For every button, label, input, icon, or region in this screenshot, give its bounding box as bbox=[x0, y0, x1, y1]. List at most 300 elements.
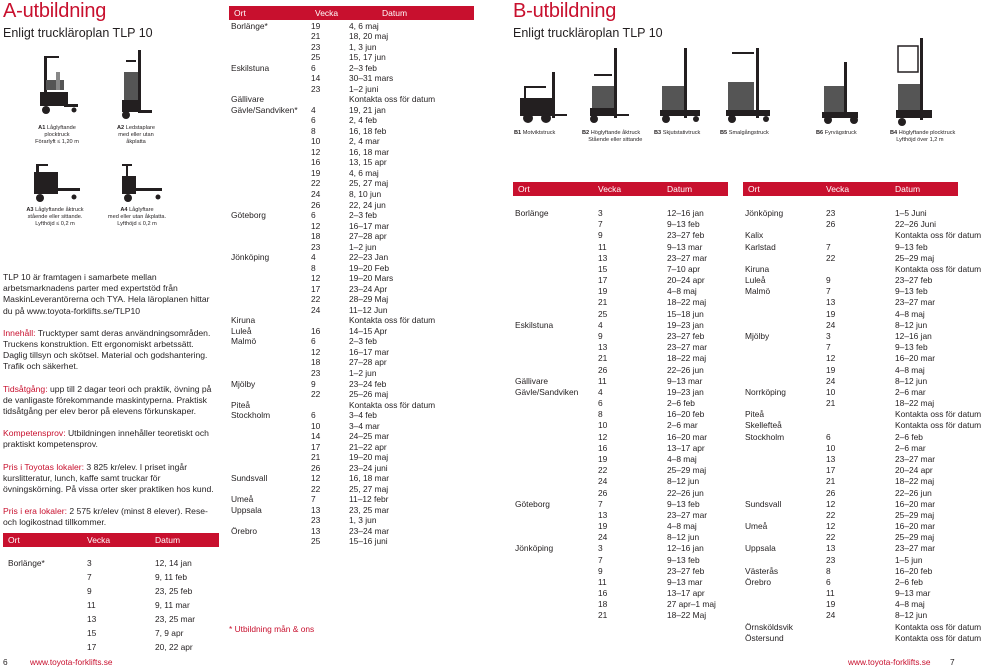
cell-vecka: 26 bbox=[311, 462, 321, 473]
cell-vecka: 19 bbox=[598, 521, 608, 532]
cell-datum: Kontakta oss för datum bbox=[895, 230, 981, 241]
cell-datum: Kontakta oss för datum bbox=[895, 632, 981, 643]
cell-vecka: 6 bbox=[311, 210, 316, 221]
cell-datum: 16–20 mar bbox=[895, 353, 936, 364]
truck-b3-illustration bbox=[656, 46, 702, 126]
cell-ort: Eskilstuna bbox=[231, 62, 270, 73]
cell-vecka: 22 bbox=[311, 178, 321, 189]
cell-vecka: 6 bbox=[311, 336, 316, 347]
cell-vecka: 12 bbox=[826, 353, 836, 364]
cell-vecka: 22 bbox=[826, 509, 836, 520]
cell-ort: Jönköping bbox=[231, 252, 270, 263]
cell-vecka: 21 bbox=[598, 610, 608, 621]
truck-a4-illustration bbox=[118, 160, 164, 204]
cell-vecka: 9 bbox=[598, 230, 603, 241]
cell-datum: 22–26 Juni bbox=[895, 219, 936, 230]
cell-vecka: 6 bbox=[826, 431, 831, 442]
cell-datum: 4, 6 maj bbox=[349, 20, 379, 31]
cell-datum: 1–2 jun bbox=[349, 367, 377, 378]
cell-vecka: 23 bbox=[826, 208, 836, 218]
cell-datum: Kontakta oss för datum bbox=[349, 399, 436, 410]
cell-vecka: 26 bbox=[826, 219, 836, 230]
cell-datum: 2–6 feb bbox=[667, 398, 695, 409]
exam-paragraph: Kompetensprov: Utbildningen innehåller teoretiskt och praktiskt kompetensprov. bbox=[3, 428, 209, 450]
cell-datum: 16, 18 mar bbox=[349, 473, 390, 484]
cell-ort: Örebro bbox=[231, 525, 258, 536]
cell-datum: 19–20 Feb bbox=[349, 262, 390, 273]
cell-datum: 23–24 juni bbox=[349, 462, 388, 473]
cell-vecka: 3 bbox=[826, 330, 831, 341]
cell-datum: 22–26 jun bbox=[667, 364, 704, 375]
cell-vecka: 12 bbox=[311, 220, 321, 231]
cell-datum: 22–26 jun bbox=[895, 487, 932, 498]
cell-ort: Kalix bbox=[745, 230, 764, 241]
cell-vecka: 25 bbox=[311, 52, 321, 63]
table-header-a-middle: Ort Vecka Datum bbox=[229, 6, 474, 20]
cell-vecka: 22 bbox=[311, 389, 321, 400]
cell-vecka: 4 bbox=[311, 252, 316, 263]
cell-vecka: 12 bbox=[311, 146, 321, 157]
cell-datum: 16, 18 mar bbox=[349, 146, 390, 157]
cell-datum: 25–29 maj bbox=[667, 465, 707, 476]
cell-vecka: 26 bbox=[826, 487, 836, 498]
cell-datum: 1–2 juni bbox=[349, 83, 379, 94]
cell-datum: 23–27 feb bbox=[895, 275, 933, 286]
truck-b2-label: B2 Höglyftande åktruck Stående eller sittande bbox=[582, 130, 643, 143]
cell-datum: 16–17 mar bbox=[349, 346, 390, 357]
cell-datum: 18–22 Maj bbox=[667, 610, 707, 621]
cell-datum: 25, 27 maj bbox=[349, 483, 389, 494]
cell-vecka: 18 bbox=[598, 599, 608, 610]
page-title-a: A-utbildning bbox=[3, 0, 107, 22]
cell-vecka: 8 bbox=[598, 409, 603, 420]
cell-vecka: 16 bbox=[598, 442, 608, 453]
cell-vecka: 23 bbox=[311, 41, 321, 52]
cell-vecka: 13 bbox=[311, 504, 321, 515]
cell-vecka: 15 bbox=[598, 263, 608, 274]
cell-vecka: 9 bbox=[826, 275, 831, 286]
cell-ort: Östersund bbox=[745, 632, 784, 643]
cell-datum: 9–13 mar bbox=[895, 588, 931, 599]
cell-vecka: 7 bbox=[311, 494, 316, 505]
truck-b1-illustration bbox=[516, 70, 568, 126]
truck-a3-label: A3 Låglyftande åktruck stående eller sittande. Lyfthöjd ≤ 0,2 m bbox=[26, 207, 84, 227]
cell-vecka: 21 bbox=[826, 476, 836, 487]
cell-vecka: 14 bbox=[311, 73, 321, 84]
truck-a4-label: A4 Låglyftare med eller utan åkplatta. Lyfthöjd ≤ 0,2 m bbox=[107, 207, 167, 227]
cell-vecka: 7 bbox=[87, 572, 92, 582]
cell-vecka: 17 bbox=[87, 642, 97, 652]
cell-vecka: 7 bbox=[826, 286, 831, 297]
cell-vecka: 16 bbox=[598, 588, 608, 599]
cell-datum: 12, 14 jan bbox=[155, 558, 192, 568]
cell-datum: 12–16 jan bbox=[667, 208, 704, 218]
cell-vecka: 23 bbox=[311, 515, 321, 526]
cell-ort: Piteå bbox=[231, 399, 251, 410]
cell-datum: 23–27 mar bbox=[667, 509, 708, 520]
cell-datum: 19–23 jan bbox=[667, 386, 704, 397]
cell-datum: 18, 20 maj bbox=[349, 31, 389, 42]
content-paragraph: Innehåll: Trucktyper samt deras användningsområden. Truckens konstruktion. Ett ergonomiskt arbetssätt. Daglig tillsyn och skötsel. Material och godshantering. Trafik och säkerhet. bbox=[3, 327, 211, 372]
cell-vecka: 16 bbox=[311, 325, 321, 336]
cell-datum: 11–12 febr bbox=[349, 494, 389, 505]
cell-datum: 16–17 mar bbox=[349, 220, 390, 231]
cell-vecka: 11 bbox=[598, 375, 607, 386]
cell-datum: 8–12 jun bbox=[895, 319, 928, 330]
cell-vecka: 3 bbox=[87, 558, 92, 568]
cell-datum: 4–8 maj bbox=[667, 453, 697, 464]
cell-ort: Västerås bbox=[745, 565, 779, 576]
cell-vecka: 18 bbox=[311, 231, 321, 242]
cell-vecka: 26 bbox=[598, 364, 608, 375]
price-customer-paragraph: Pris i era lokaler: 2 575 kr/elev (minst 8 elever). Rese- och logikostnad tillkommer. bbox=[3, 506, 208, 528]
cell-datum: 9–13 mar bbox=[667, 576, 703, 587]
cell-datum: 22–23 Jan bbox=[349, 252, 389, 263]
cell-vecka: 17 bbox=[826, 465, 836, 476]
cell-datum: 7, 9 apr bbox=[155, 628, 184, 638]
cell-datum: 25–29 maj bbox=[895, 532, 935, 543]
cell-ort: Mjölby bbox=[745, 330, 770, 341]
cell-vecka: 21 bbox=[598, 353, 608, 364]
cell-vecka: 22 bbox=[598, 465, 608, 476]
cell-datum: 19–20 maj bbox=[349, 452, 389, 463]
cell-datum: 23–24 mar bbox=[349, 525, 390, 536]
cell-ort: Skellefteå bbox=[745, 420, 782, 431]
cell-vecka: 13 bbox=[826, 453, 836, 464]
cell-ort: Kiruna bbox=[231, 315, 256, 326]
cell-datum: 2–6 mar bbox=[895, 442, 926, 453]
cell-ort: Gällivare bbox=[231, 94, 265, 105]
cell-vecka: 19 bbox=[826, 599, 836, 610]
cell-vecka: 11 bbox=[598, 241, 607, 252]
cell-vecka: 19 bbox=[311, 167, 321, 178]
cell-vecka: 12 bbox=[311, 273, 321, 284]
cell-vecka: 21 bbox=[826, 398, 836, 409]
cell-vecka: 3 bbox=[598, 543, 603, 554]
cell-vecka: 13 bbox=[598, 252, 608, 263]
cell-datum: Kontakta oss för datum bbox=[349, 315, 436, 326]
cell-vecka: 24 bbox=[311, 304, 321, 315]
cell-datum: 4–8 maj bbox=[667, 521, 697, 532]
cell-datum: 13, 15 apr bbox=[349, 157, 387, 168]
cell-ort: Göteborg bbox=[231, 210, 266, 221]
cell-vecka: 4 bbox=[311, 104, 316, 115]
truck-b4-label: B4 Höglyftande plocktruck Lyfthöjd över 1,2 m bbox=[890, 130, 956, 143]
cell-datum: 24–25 mar bbox=[349, 431, 390, 442]
table-header-b-left: Ort Vecka Datum bbox=[513, 182, 728, 196]
cell-vecka: 11 bbox=[598, 576, 607, 587]
cell-ort: Örnsköldsvik bbox=[745, 621, 793, 632]
cell-vecka: 21 bbox=[598, 297, 608, 308]
cell-vecka: 24 bbox=[598, 532, 608, 543]
duration-paragraph: Tidsåtgång: upp till 2 dagar teori och praktik, övning på de vanligaste förekommande maskintyperna. Praktisk tidsåtgång per elev beror på elevens förkunskaper. bbox=[3, 383, 212, 417]
cell-ort: Göteborg bbox=[515, 498, 550, 509]
truck-b1-label: B1 Motviktstruck bbox=[514, 130, 556, 136]
footer-url-left[interactable]: www.toyota-forklifts.se bbox=[30, 657, 113, 667]
cell-datum: 23–27 mar bbox=[895, 297, 936, 308]
cell-datum: 9, 11 feb bbox=[155, 572, 187, 582]
cell-ort: Eskilstuna bbox=[515, 319, 554, 330]
cell-datum: 9–13 feb bbox=[667, 219, 700, 230]
cell-ort: Sundsvall bbox=[231, 473, 268, 484]
truck-b5-illustration bbox=[722, 46, 772, 126]
cell-vecka: 6 bbox=[598, 398, 603, 409]
cell-ort: Uppsala bbox=[745, 543, 776, 554]
cell-vecka: 7 bbox=[826, 342, 831, 353]
cell-datum: 15–18 jun bbox=[667, 308, 704, 319]
cell-vecka: 10 bbox=[826, 442, 836, 453]
cell-datum: Kontakta oss för datum bbox=[895, 420, 981, 431]
cell-vecka: 14 bbox=[311, 431, 321, 442]
cell-vecka: 24 bbox=[826, 319, 836, 330]
table-header-b-right: Ort Vecka Datum bbox=[743, 182, 958, 196]
cell-datum: 4–8 maj bbox=[895, 599, 925, 610]
cell-datum: 23–27 feb bbox=[667, 565, 705, 576]
cell-ort: Mjölby bbox=[231, 378, 256, 389]
cell-datum: 16–20 mar bbox=[667, 431, 708, 442]
cell-vecka: 8 bbox=[311, 262, 316, 273]
price-toyota-paragraph: Pris i Toyotas lokaler: 3 825 kr/elev. I priset ingår kurslitteratur, lunch, kaffe samt truckar för övningskörning. På vissa orter sker praktiken hos kund. bbox=[3, 461, 214, 495]
truck-a2-label: A2 Ledstaplare med eller utan åkplatta bbox=[117, 125, 155, 145]
cell-datum: 3–4 feb bbox=[349, 410, 377, 421]
cell-ort: Borlänge bbox=[515, 208, 549, 218]
cell-datum: Kontakta oss för datum bbox=[895, 263, 981, 274]
cell-vecka: 19 bbox=[311, 20, 321, 31]
cell-vecka: 21 bbox=[311, 31, 321, 42]
cell-ort: Jönköping bbox=[745, 208, 784, 218]
cell-datum: 1–5 Juni bbox=[895, 208, 927, 218]
cell-datum: 12–16 jan bbox=[895, 330, 932, 341]
cell-datum: Kontakta oss för datum bbox=[895, 409, 981, 420]
cell-datum: 18–22 maj bbox=[895, 476, 935, 487]
cell-datum: 2–6 mar bbox=[895, 386, 926, 397]
cell-vecka: 12 bbox=[598, 431, 608, 442]
cell-vecka: 8 bbox=[826, 565, 831, 576]
cell-datum: 15, 17 jun bbox=[349, 52, 386, 63]
truck-b6-label: B6 Fyrvägstruck bbox=[816, 130, 857, 136]
cell-vecka: 23 bbox=[826, 554, 836, 565]
cell-ort: Borlänge* bbox=[231, 20, 268, 31]
cell-datum: 23–24 Apr bbox=[349, 283, 388, 294]
cell-vecka: 12 bbox=[311, 473, 321, 484]
cell-vecka: 4 bbox=[598, 319, 603, 330]
cell-datum: 2, 4 feb bbox=[349, 115, 377, 126]
cell-vecka: 25 bbox=[311, 536, 321, 547]
cell-datum: 7–10 apr bbox=[667, 263, 701, 274]
cell-datum: 20–24 apr bbox=[895, 465, 933, 476]
cell-datum: 9–13 feb bbox=[895, 241, 928, 252]
cell-vecka: 11 bbox=[826, 588, 835, 599]
subtitle-a: Enligt truckläroplan TLP 10 bbox=[3, 26, 153, 40]
cell-datum: 18–22 maj bbox=[667, 297, 707, 308]
cell-vecka: 24 bbox=[311, 188, 321, 199]
cell-vecka: 21 bbox=[311, 452, 321, 463]
cell-ort: Malmö bbox=[231, 336, 257, 347]
cell-datum: 28–29 Maj bbox=[349, 294, 389, 305]
cell-datum: 11–12 Jun bbox=[349, 304, 388, 315]
cell-datum: 16, 18 feb bbox=[349, 125, 387, 136]
cell-vecka: 22 bbox=[826, 252, 836, 263]
cell-datum: 4–8 maj bbox=[895, 364, 925, 375]
cell-datum: 9, 11 mar bbox=[155, 600, 190, 610]
cell-vecka: 15 bbox=[87, 628, 97, 638]
cell-vecka: 13 bbox=[598, 509, 608, 520]
cell-datum: 23–27 mar bbox=[895, 453, 936, 464]
cell-ort: Gävle/Sandviken bbox=[515, 386, 579, 397]
truck-b2-illustration bbox=[584, 46, 630, 126]
cell-vecka: 9 bbox=[598, 330, 603, 341]
cell-vecka: 23 bbox=[311, 367, 321, 378]
cell-ort: Luleå bbox=[231, 325, 252, 336]
cell-datum: 16–20 mar bbox=[895, 521, 936, 532]
cell-datum: 16–20 mar bbox=[895, 498, 936, 509]
intro-paragraph: TLP 10 är framtagen i samarbete mellan arbetsmarknadens parter med expertstöd från MaskinLeverantörerna och TYA. Hela läroplanen hittar du på www.toyota-forklifts.se/TLP10 bbox=[3, 272, 210, 316]
intro-text bbox=[3, 272, 219, 540]
cell-datum: 23–27 mar bbox=[895, 543, 936, 554]
cell-vecka: 13 bbox=[826, 543, 836, 554]
cell-datum: 9–13 feb bbox=[895, 342, 928, 353]
cell-vecka: 12 bbox=[311, 346, 321, 357]
cell-datum: 8–12 jun bbox=[667, 476, 700, 487]
cell-datum: 1, 3 jun bbox=[349, 515, 377, 526]
cell-vecka: 7 bbox=[598, 219, 603, 230]
cell-ort: Kiruna bbox=[745, 263, 770, 274]
cell-vecka: 19 bbox=[826, 308, 836, 319]
cell-datum: 16–20 feb bbox=[895, 565, 933, 576]
cell-datum: 19, 21 jan bbox=[349, 104, 386, 115]
cell-vecka: 13 bbox=[598, 342, 608, 353]
cell-ort: Borlänge* bbox=[8, 558, 45, 568]
cell-ort: Uppsala bbox=[231, 504, 262, 515]
cell-vecka: 26 bbox=[311, 199, 321, 210]
cell-vecka: 26 bbox=[598, 487, 608, 498]
cell-vecka: 13 bbox=[87, 614, 97, 624]
cell-datum: 3–4 mar bbox=[349, 420, 380, 431]
table-header-a-left: Ort Vecka Datum bbox=[3, 533, 219, 547]
cell-vecka: 12 bbox=[826, 521, 836, 532]
cell-vecka: 24 bbox=[826, 375, 836, 386]
truck-b5-label: B5 Smalgångstruck bbox=[720, 130, 769, 136]
cell-ort: Malmö bbox=[745, 286, 771, 297]
truck-b4-illustration bbox=[892, 36, 934, 128]
cell-ort: Sundsvall bbox=[745, 498, 782, 509]
cell-datum: 4, 6 maj bbox=[349, 167, 379, 178]
cell-datum: 13–17 apr bbox=[667, 442, 705, 453]
cell-datum: Kontakta oss för datum bbox=[349, 94, 436, 105]
cell-datum: 27–28 apr bbox=[349, 357, 387, 368]
truck-a3-illustration bbox=[30, 160, 82, 204]
cell-vecka: 16 bbox=[311, 157, 321, 168]
cell-datum: 23–27 mar bbox=[667, 342, 708, 353]
cell-ort: Norrköping bbox=[745, 386, 786, 397]
cell-datum: 9–13 feb bbox=[895, 286, 928, 297]
cell-vecka: 9 bbox=[87, 586, 92, 596]
cell-datum: 4–8 maj bbox=[667, 286, 697, 297]
cell-datum: 14–15 Apr bbox=[349, 325, 388, 336]
cell-vecka: 13 bbox=[826, 297, 836, 308]
cell-ort: Jönköping bbox=[515, 543, 554, 554]
cell-vecka: 12 bbox=[826, 498, 836, 509]
truck-a1-label: A1 Låglyftande plocktruck Förarlyft ≤ 1,20 m bbox=[35, 125, 79, 145]
cell-vecka: 10 bbox=[598, 420, 608, 431]
truck-b3-label: B3 Skjutstativtruck bbox=[654, 130, 701, 136]
cell-datum: 22–26 jun bbox=[667, 487, 704, 498]
cell-datum: 23–27 feb bbox=[667, 230, 705, 241]
footer-url-right[interactable]: www.toyota-forklifts.se bbox=[848, 657, 931, 667]
cell-vecka: 11 bbox=[87, 600, 96, 610]
truck-b6-illustration bbox=[818, 60, 862, 126]
cell-vecka: 6 bbox=[311, 410, 316, 421]
cell-vecka: 17 bbox=[311, 283, 321, 294]
cell-ort: Örebro bbox=[745, 576, 772, 587]
cell-datum: 1–5 jun bbox=[895, 554, 923, 565]
page-number-right: 7 bbox=[950, 657, 955, 667]
cell-datum: 2–3 feb bbox=[349, 210, 377, 221]
cell-datum: 19–23 jan bbox=[667, 319, 704, 330]
cell-datum: 23, 25 mar bbox=[349, 504, 390, 515]
cell-datum: 13–17 apr bbox=[667, 588, 705, 599]
subtitle-b: Enligt truckläroplan TLP 10 bbox=[513, 26, 663, 40]
cell-vecka: 13 bbox=[311, 525, 321, 536]
cell-vecka: 19 bbox=[826, 364, 836, 375]
cell-vecka: 10 bbox=[311, 136, 321, 147]
cell-datum: 15–16 juni bbox=[349, 536, 388, 547]
cell-vecka: 9 bbox=[311, 378, 316, 389]
cell-datum: 4–8 maj bbox=[895, 308, 925, 319]
cell-vecka: 10 bbox=[826, 386, 836, 397]
cell-datum: 2, 4 mar bbox=[349, 136, 380, 147]
cell-vecka: 6 bbox=[311, 62, 316, 73]
cell-datum: 2–6 mar bbox=[667, 420, 698, 431]
cell-datum: 18–22 maj bbox=[895, 398, 935, 409]
cell-vecka: 18 bbox=[311, 357, 321, 368]
footnote: * Utbildning mån & ons bbox=[229, 624, 315, 634]
cell-vecka: 23 bbox=[311, 83, 321, 94]
cell-datum: 25–29 maj bbox=[895, 252, 935, 263]
cell-datum: 2–3 feb bbox=[349, 336, 377, 347]
cell-datum: 2–6 feb bbox=[895, 576, 923, 587]
cell-datum: 9–13 mar bbox=[667, 241, 703, 252]
truck-a2-illustration bbox=[118, 48, 154, 122]
cell-datum: 19–20 Mars bbox=[349, 273, 394, 284]
cell-datum: 9–13 mar bbox=[667, 375, 703, 386]
cell-vecka: 22 bbox=[826, 532, 836, 543]
cell-datum: 27–28 apr bbox=[349, 231, 387, 242]
cell-datum: 23, 25 mar bbox=[155, 614, 196, 624]
cell-vecka: 22 bbox=[311, 483, 321, 494]
cell-vecka: 24 bbox=[598, 476, 608, 487]
cell-vecka: 6 bbox=[311, 115, 316, 126]
cell-ort: Stockholm bbox=[231, 410, 271, 421]
cell-datum: 25–29 maj bbox=[895, 509, 935, 520]
cell-datum: 9–13 feb bbox=[667, 498, 700, 509]
cell-datum: 1, 3 jun bbox=[349, 41, 377, 52]
cell-datum: 18–22 maj bbox=[667, 353, 707, 364]
cell-datum: 21–22 apr bbox=[349, 441, 387, 452]
cell-datum: 8, 10 jun bbox=[349, 188, 382, 199]
cell-datum: 25–26 maj bbox=[349, 389, 389, 400]
cell-vecka: 22 bbox=[311, 294, 321, 305]
page-title-b: B-utbildning bbox=[513, 0, 617, 22]
cell-vecka: 23 bbox=[311, 241, 321, 252]
cell-datum: Kontakta oss för datum bbox=[895, 621, 981, 632]
cell-datum: 8–12 jun bbox=[895, 375, 928, 386]
cell-datum: 30–31 mars bbox=[349, 73, 394, 84]
cell-datum: 23–24 feb bbox=[349, 378, 387, 389]
cell-datum: 8–12 jun bbox=[667, 532, 700, 543]
cell-datum: 2–3 feb bbox=[349, 62, 377, 73]
cell-datum: 20–24 apr bbox=[667, 275, 705, 286]
